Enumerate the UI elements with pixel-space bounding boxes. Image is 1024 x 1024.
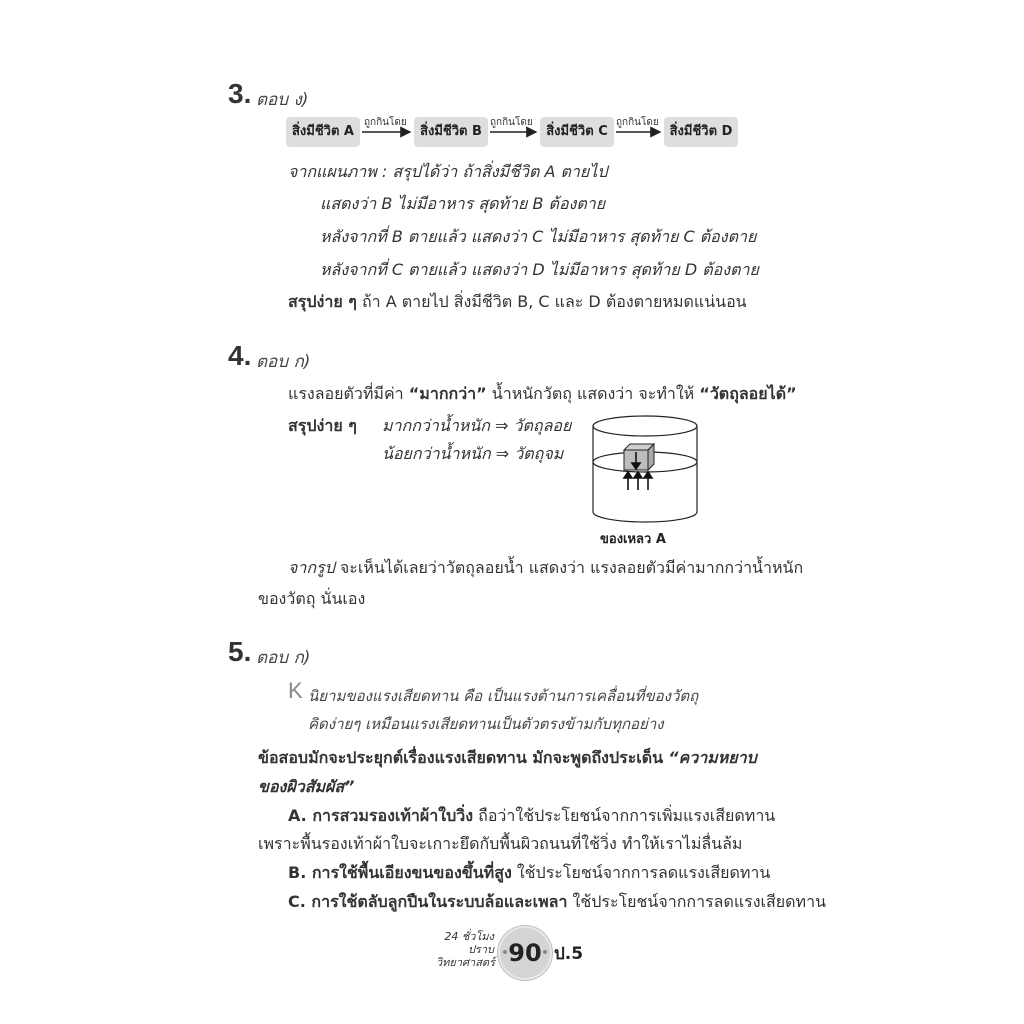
figure-caption: ของเหลว A xyxy=(600,532,666,547)
q5-item-c xyxy=(288,890,826,915)
q3-summary-label: สรุปง่าย ๆ xyxy=(288,292,357,311)
chain-arrow-label-2: ถูกกินโดย xyxy=(490,117,533,128)
q4-line-1 xyxy=(288,382,797,407)
note-mark: K xyxy=(288,678,303,703)
book-title-line-2: ปราบ xyxy=(467,943,494,956)
q5-item-c-label: C. การใช้ตลับลูกปืนในระบบล้อและเพลา xyxy=(288,892,568,911)
book-title-line-3: วิทยาศาสตร์ xyxy=(436,956,495,969)
grade-label: ป.5 xyxy=(554,944,584,964)
question-number-3: 3. xyxy=(228,78,252,109)
q5-item-a-label: A. การสวมรองเท้าผ้าใบวิ่ง xyxy=(288,806,474,825)
q4-line-1-d: “วัตถุลอยได้” xyxy=(699,384,797,403)
chain-box-b: สิ่งมีชีวิต B xyxy=(414,117,488,147)
q3-line-4: หลังจากที่ C ตายแล้ว แสดงว่า D ไม่มีอาหาร สุดท้าย D ต้องตาย xyxy=(320,260,759,279)
q3-summary-text: ถ้า A ตายไป สิ่งมีชีวิต B, C และ D ต้องตายหมดแน่นอน xyxy=(361,292,747,311)
q4-rule-1: มากกว่าน้ำหนัก ⇒ วัตถุลอย xyxy=(382,416,572,435)
q5-intro-a: ข้อสอบมักจะประยุกต์เรื่องแรงเสียดทาน มักจะพูดถึงประเด็น xyxy=(258,748,664,767)
page-number: 90 xyxy=(508,939,542,967)
book-title xyxy=(436,930,494,969)
question-number-5: 5. xyxy=(228,636,252,667)
q5-note-line-2: คิดง่ายๆ เหมือนแรงเสียดทานเป็นตัวตรงข้ามกับทุกอย่าง xyxy=(308,715,664,733)
q4-para-b: จะเห็นได้เลยว่าวัตถุลอยน้ำ แสดงว่า แรงลอยตัวมีค่ามากกว่าน้ำหนัก xyxy=(339,558,804,577)
q5-intro-line-2: ของผิวสัมผัส” xyxy=(258,777,355,796)
q5-item-b-text: ใช้ประโยชน์จากการลดแรงเสียดทาน xyxy=(516,863,771,882)
q5-note-line-1: นิยามของแรงเสียดทาน คือ เป็นแรงต้านการเคลื่อนที่ของวัตถุ xyxy=(308,687,699,705)
q5-intro xyxy=(258,746,757,771)
q5-intro-b: “ความหยาบ xyxy=(668,748,757,767)
q4-para xyxy=(288,556,803,581)
answer-label-3: ตอบ ง) xyxy=(256,90,309,110)
answer-label-5: ตอบ ก) xyxy=(256,648,311,668)
q5-item-a xyxy=(288,804,775,829)
chain-box-c: สิ่งมีชีวิต C xyxy=(540,117,614,147)
chain-arrow-label-3: ถูกกินโดย xyxy=(616,117,659,128)
q4-summary-label: สรุปง่าย ๆ xyxy=(288,416,357,435)
q4-rule-2: น้อยกว่าน้ำหนัก ⇒ วัตถุจม xyxy=(382,444,564,463)
floating-block xyxy=(624,444,654,470)
q4-para-line-2: ของวัตถุ นั่นเอง xyxy=(258,589,366,608)
buoyancy-figure xyxy=(590,412,700,530)
q3-line-3: หลังจากที่ B ตายแล้ว แสดงว่า C ไม่มีอาหาร สุดท้าย C ต้องตาย xyxy=(320,227,757,246)
page-number-badge xyxy=(498,926,552,980)
chain-arrow-label-1: ถูกกินโดย xyxy=(364,117,407,128)
book-title-line-1: 24 ชั่วโมง xyxy=(444,930,494,943)
answer-label-4: ตอบ ก) xyxy=(256,352,311,372)
cylinder-bottom xyxy=(593,512,697,522)
q4-line-1-b: “มากกว่า” xyxy=(408,384,487,403)
q5-item-b xyxy=(288,861,770,886)
q5-item-a-line-2: เพราะพื้นรองเท้าผ้าใบจะเกาะยึดกับพื้นผิวถนนที่ใช้วิ่ง ทำให้เราไม่ลื่นล้ม xyxy=(258,834,743,853)
q4-para-a: จากรูป xyxy=(288,558,335,577)
q3-line-1: จากแผนภาพ : สรุปได้ว่า ถ้าสิ่งมีชีวิต A ตายไป xyxy=(288,162,608,181)
cylinder-top xyxy=(593,416,697,436)
chain-box-a: สิ่งมีชีวิต A xyxy=(286,117,360,147)
q5-item-b-label: B. การใช้พื้นเอียงขนของขึ้นที่สูง xyxy=(288,863,512,882)
chain-box-d: สิ่งมีชีวิต D xyxy=(664,117,738,147)
q5-item-c-text: ใช้ประโยชน์จากการลดแรงเสียดทาน xyxy=(572,892,827,911)
q4-line-1-c: น้ำหนักวัตถุ แสดงว่า จะทำให้ xyxy=(491,384,695,403)
q3-summary xyxy=(288,290,747,315)
q5-item-a-text: ถือว่าใช้ประโยชน์จากการเพิ่มแรงเสียดทาน xyxy=(478,806,776,825)
question-number-4: 4. xyxy=(228,340,252,371)
q4-line-1-a: แรงลอยตัวที่มีค่า xyxy=(288,384,404,403)
q3-line-2: แสดงว่า B ไม่มีอาหาร สุดท้าย B ต้องตาย xyxy=(320,194,606,213)
